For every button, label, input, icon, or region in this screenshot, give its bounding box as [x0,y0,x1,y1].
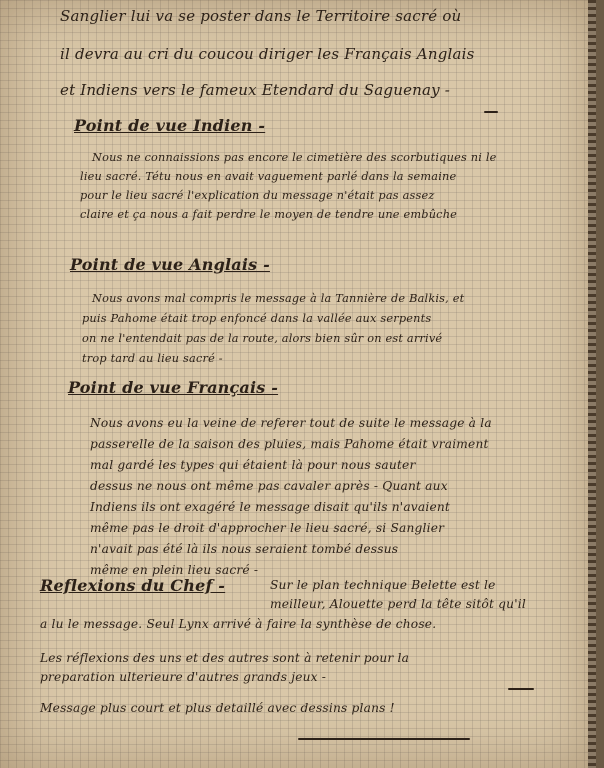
intro-line-3: et Indiens vers le fameux Etendard du Saguenay - [60,81,451,99]
notebook-spiral-edge [588,0,596,768]
reflexions-line-6: Message plus court et plus detaillé avec dessins plans ! [40,701,395,715]
indien-line-2: lieu sacré. Tétu nous en avait vaguement parlé dans la semaine [80,170,457,183]
francais-line-3: mal gardé les types qui étaient là pour nous sauter [90,458,416,472]
francais-line-1: Nous avons eu la veine de referer tout de suite le message à la [90,416,492,430]
indien-line-3: pour le lieu sacré l'explication du message n'était pas assez [80,189,435,202]
heading-point-de-vue-anglais: Point de vue Anglais - [70,255,270,274]
reflexions-line-1: Sur le plan technique Belette est le [270,578,496,592]
reflexions-line-3: a lu le message. Seul Lynx arrivé à faire la synthèse de chose. [40,617,437,631]
reflexions-line-2: meilleur, Alouette perd la tête sitôt qu'il [270,597,526,611]
indien-line-1: Nous ne connaissions pas encore le cimetière des scorbutiques ni le [92,151,497,164]
indien-line-4: claire et ça nous a fait perdre le moyen de tendre une embûche [80,208,458,221]
francais-line-7: n'avait pas été là ils nous seraient tombé dessus [90,542,399,556]
anglais-line-4: trop tard au lieu sacré - [82,352,223,365]
intro-line-1: Sanglier lui va se poster dans le Territoire sacré où [60,7,462,25]
francais-line-6: même pas le droit d'approcher le lieu sacré, si Sanglier [90,521,445,535]
heading-reflexions-du-chef: Reflexions du Chef - [40,576,226,595]
anglais-line-1: Nous avons mal compris le message à la Tannière de Balkis, et [92,292,465,305]
pen-stroke [484,111,498,113]
francais-line-5: Indiens ils ont exagéré le message disait qu'ils n'avaient [90,500,451,514]
francais-line-8: même en plein lieu sacré - [90,563,259,577]
francais-line-2: passerelle de la saison des pluies, mais Pahome était vraiment [90,437,489,451]
anglais-line-2: puis Pahome était trop enfoncé dans la vallée aux serpents [82,312,432,325]
heading-point-de-vue-indien: Point de vue Indien - [74,116,266,135]
intro-line-2: il devra au cri du coucou diriger les Français Anglais [60,45,475,63]
reflexions-line-4: Les réflexions des uns et des autres sont à retenir pour la [40,651,410,665]
francais-line-4: dessus ne nous ont même pas cavaler après - Quant aux [90,479,448,493]
anglais-line-3: on ne l'entendait pas de la route, alors bien sûr on est arrivé [82,332,443,345]
pen-stroke [508,688,534,690]
reflexions-line-5: preparation ulterieure d'autres grands jeux - [40,670,327,684]
heading-point-de-vue-francais: Point de vue Français - [68,378,279,397]
pen-underline-stroke [298,738,470,740]
